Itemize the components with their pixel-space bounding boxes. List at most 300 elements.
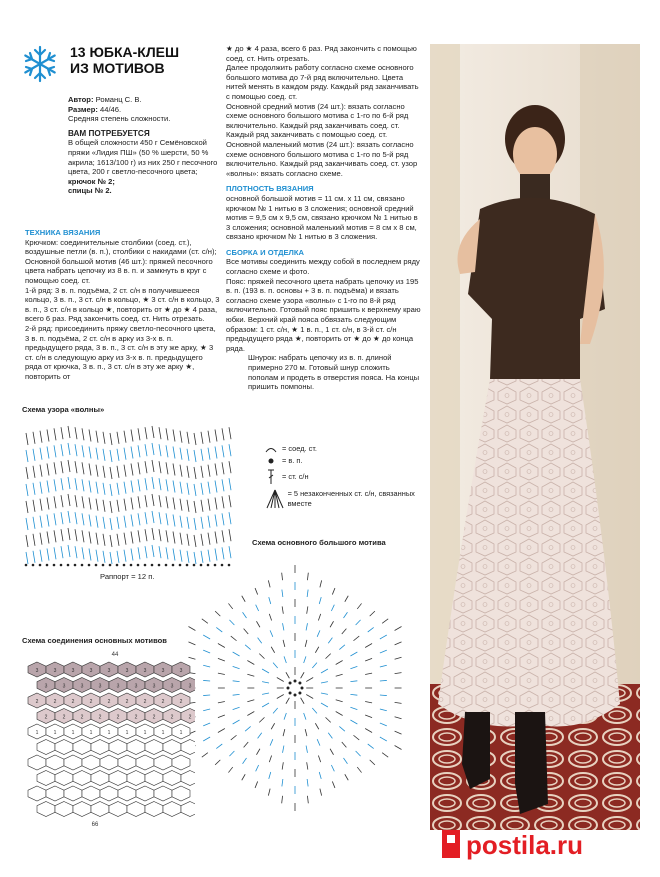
wave-stitch	[40, 550, 42, 562]
legend-dc-cluster: = 5 незаконченных ст. с/н, связанных вместе	[264, 488, 424, 510]
wave-stitch	[180, 516, 182, 528]
wave-stitch	[33, 551, 35, 563]
motif-stitch	[307, 573, 308, 581]
motif-stitch	[345, 774, 348, 780]
wave-stitch	[166, 547, 168, 559]
motif-stitch	[259, 717, 264, 722]
wave-stitch	[145, 495, 147, 507]
join-hexagon	[73, 802, 91, 817]
motif-stitch	[321, 693, 328, 694]
chain-stitch	[46, 564, 49, 567]
wave-stitch	[82, 462, 84, 474]
wave-stitch	[173, 464, 175, 476]
motif-stitch	[282, 573, 283, 581]
motif-stitch	[242, 774, 245, 780]
wave-stitch	[33, 500, 35, 512]
motif-stitch	[395, 657, 402, 659]
wave-stitch	[201, 449, 203, 461]
wave-stitch	[215, 430, 217, 442]
motif-stitch	[283, 729, 285, 736]
join-hexagon	[82, 786, 100, 801]
hexagon-number: 2	[188, 714, 192, 721]
assembly-text: Все мотивы соединить между собой в последнем ряду согласно схеме и фото.	[226, 257, 420, 277]
motif-stitch	[203, 723, 210, 726]
motif-stitch	[380, 650, 387, 653]
motif-stitch	[365, 729, 372, 733]
motif-stitch	[380, 680, 387, 681]
motif-stitch	[306, 623, 307, 630]
model-face	[513, 127, 557, 181]
motif-stitch	[339, 645, 345, 650]
center-chain	[298, 691, 301, 694]
wave-stitch	[40, 533, 42, 545]
technique-motif: Основной большой мотив (46 шт.): пряжей песочного цвета набрать цепочку из 8 в. п. и замкнуть в круг с помощью соед. ст.	[25, 256, 213, 285]
wave-stitch	[82, 547, 84, 559]
motif-stitch	[273, 708, 278, 713]
size-label: Размер:	[68, 104, 98, 114]
wave-stitch	[159, 546, 161, 558]
wave-stitch	[152, 426, 154, 438]
wave-stitch	[26, 484, 28, 496]
wave-stitch	[208, 465, 210, 477]
chain-stitch	[74, 564, 77, 567]
wave-stitch	[68, 426, 70, 438]
author-name: Романц С. В.	[95, 95, 142, 104]
wave-stitch	[103, 466, 105, 478]
title-line-2: ИЗ МОТИВОВ	[70, 60, 165, 76]
wave-stitch	[40, 516, 42, 528]
wave-stitch	[40, 448, 42, 460]
motif-stitch	[315, 723, 318, 729]
wave-stitch	[173, 447, 175, 459]
center-chain	[301, 687, 304, 690]
motif-stitch	[233, 694, 240, 695]
motif-stitch	[306, 695, 313, 699]
join-hexagon	[118, 755, 136, 770]
wave-stitch	[33, 449, 35, 461]
wave-stitch	[54, 479, 56, 491]
wave-stitch	[215, 515, 217, 527]
motif-stitch	[255, 781, 258, 788]
join-hexagon	[145, 771, 163, 786]
motif-stitch	[305, 640, 307, 647]
col2-p2: Далее продолжить работу согласно схеме основного большого мотива до 7-й ряд включительно. Цвета нитей менять в каждом ряду. Каждый ряд заканчивать с помощью соед. ст.	[226, 63, 419, 101]
motif-stitch	[247, 661, 254, 665]
needle-size: спицы № 2.	[68, 186, 112, 196]
wave-stitch	[187, 466, 189, 478]
join-hexagon	[163, 771, 181, 786]
wave-stitch	[229, 427, 231, 439]
motif-stitch	[271, 647, 274, 653]
join-hexagon	[109, 740, 127, 755]
wave-stitch	[208, 499, 210, 511]
motif-stitch	[343, 758, 347, 764]
col2-p4: Основной маленький мотив (24 шт.): вязать согласно схеме основного большого мотива с 1-го по 5-й ряд включительно. Каждый ряд заканчивать соед. ст. узор «волны»: вязать согласно схеме.	[226, 139, 418, 178]
motif-stitch	[380, 665, 387, 667]
motif-stitch	[307, 606, 308, 613]
hexagon-number: 3	[53, 667, 57, 674]
motif-stitch	[317, 630, 320, 636]
motif-stitch	[350, 666, 357, 668]
motif-stitch	[283, 746, 284, 753]
wave-stitch	[117, 483, 119, 495]
motif-stitch	[247, 712, 254, 716]
motif-stitch	[336, 700, 343, 702]
hexagon-number: 1	[35, 729, 39, 736]
hexagon-number: 2	[152, 714, 156, 721]
wave-stitch	[75, 478, 77, 490]
hexagon-number: 2	[35, 698, 39, 705]
wave-stitch	[103, 432, 105, 444]
wave-stitch	[54, 513, 56, 525]
wave-stitch	[180, 448, 182, 460]
wave-stitch	[201, 534, 203, 546]
right-boot	[515, 712, 548, 814]
motif-stitch	[336, 712, 343, 716]
motif-stitch	[395, 627, 402, 631]
motif-stitch	[326, 654, 331, 659]
wave-stitch	[222, 513, 224, 525]
wave-stitch	[222, 445, 224, 457]
hexagon-number: 3	[62, 683, 66, 690]
wave-stitch	[68, 477, 70, 489]
wave-stitch	[152, 460, 154, 472]
motif-stitch	[353, 735, 359, 740]
motif-stitch	[368, 744, 374, 749]
motif-stitch	[395, 717, 402, 719]
hexagon-number: 1	[71, 729, 75, 736]
motif-stitch	[319, 597, 321, 604]
motif-stitch	[262, 703, 269, 707]
hexagon-number: 2	[125, 698, 129, 705]
motif-stitch	[256, 621, 259, 627]
hexagon-number: 3	[44, 683, 48, 690]
wave-stitch	[208, 448, 210, 460]
motif-stitch	[258, 733, 262, 739]
motif-stitch	[328, 638, 332, 644]
motif-stitch	[244, 629, 249, 634]
hexagon-number: 3	[161, 667, 165, 674]
wave-stitch	[117, 466, 119, 478]
wave-stitch	[75, 495, 77, 507]
motif-stitch	[233, 707, 240, 709]
motif-stitch	[321, 669, 328, 673]
motif-stitch	[203, 695, 210, 696]
wave-stitch	[61, 529, 63, 541]
wave-stitch	[173, 430, 175, 442]
wave-stitch	[47, 481, 49, 493]
motif-stitch	[218, 673, 225, 674]
motif-stitch	[380, 737, 387, 741]
motif-stitch	[286, 698, 289, 704]
motif-stitch	[315, 647, 318, 653]
motif-stitch	[229, 620, 234, 625]
join-hexagon	[37, 771, 55, 786]
motif-stitch	[188, 627, 195, 631]
motif-stitch	[273, 663, 278, 668]
wave-stitch	[166, 496, 168, 508]
wave-stitch	[159, 478, 161, 490]
join-hexagon	[154, 786, 172, 801]
hexagon-number: 3	[89, 667, 93, 674]
wave-stitch	[145, 546, 147, 558]
wave-stitch	[159, 461, 161, 473]
cord-text: Шнурок: набрать цепочку из в. п. длиной примерно 270 м. Готовый шнур сложить пополам и продеть в отверстия пояса. На концы пришить помпоны.	[248, 353, 420, 392]
wave-stitch	[110, 535, 112, 547]
motif-stitch	[233, 720, 240, 724]
hexagon-number: 2	[53, 698, 57, 705]
wave-stitch	[33, 466, 35, 478]
motif-stitch	[357, 603, 361, 609]
hexagon-number: 1	[143, 729, 147, 736]
wave-stitch	[82, 428, 84, 440]
hexagon-number: 2	[161, 698, 165, 705]
motif-stitch	[312, 708, 317, 713]
model-photo	[430, 44, 640, 830]
wave-stitch	[201, 483, 203, 495]
wave-stitch	[33, 534, 35, 546]
motif-stitch	[331, 765, 334, 771]
wave-stitch	[138, 530, 140, 542]
motif-stitch	[282, 590, 283, 597]
wave-stitch	[89, 430, 91, 442]
wave-stitch	[187, 483, 189, 495]
wave-stitch	[131, 532, 133, 544]
wave-stitch	[152, 528, 154, 540]
center-chain	[294, 694, 297, 697]
motif-stitch	[317, 739, 320, 745]
motif-stitch	[353, 636, 359, 641]
wave-stitch	[222, 462, 224, 474]
chain-stitch	[67, 564, 70, 567]
motif-stitch	[312, 663, 317, 668]
snowflake-icon	[20, 44, 60, 84]
wave-stitch	[138, 479, 140, 491]
technique-row2: 2-й ряд: присоединить пряжу светло-песочного цвета, 3 в. п. подъёма, 2 ст. с/н в арку из 3-х в. п. предыдущего ряда, 3 в. п., 3 ст. с/н в эту же арку, ★ 3 ст. с/н в следующую арку из 3-х в. п. предыдущего ряда от крючка, 3 в. п., 3 ст. с/н в эту же арку ★, повторить от	[25, 323, 216, 381]
wave-stitch	[152, 477, 154, 489]
legend-chain: = в. п.	[264, 456, 424, 465]
wave-stitch	[96, 533, 98, 545]
join-hexagon	[136, 786, 154, 801]
wave-stitch	[40, 499, 42, 511]
join-hexagon	[73, 740, 91, 755]
wave-stitch	[180, 482, 182, 494]
motif-stitch	[268, 789, 270, 796]
dc-cluster-icon	[264, 488, 284, 510]
motif-stitch	[202, 619, 208, 624]
wave-stitch	[208, 431, 210, 443]
motif-stitch	[284, 656, 286, 663]
wave-stitch	[173, 498, 175, 510]
hook-size: крючок № 2;	[68, 176, 115, 186]
wave-stitch	[222, 428, 224, 440]
size-value: 44/46.	[100, 104, 122, 114]
motif-scheme-title: Схема основного большого мотива	[252, 538, 386, 547]
wave-stitch	[166, 479, 168, 491]
motif-stitch	[218, 715, 225, 718]
legend-double-crochet: = ст. с/н	[264, 469, 424, 485]
wave-stitch	[124, 516, 126, 528]
motif-stitch	[370, 611, 375, 616]
motif-stitch	[350, 707, 357, 709]
wave-stitch	[229, 495, 231, 507]
wave-stitch	[68, 460, 70, 472]
join-hexagon	[28, 786, 46, 801]
wave-stitch	[26, 552, 28, 564]
wave-stitch	[54, 547, 56, 559]
hexagon-number: 3	[80, 683, 84, 690]
motif-stitch	[277, 678, 284, 682]
motif-stitch	[203, 709, 210, 711]
wave-stitch	[47, 532, 49, 544]
motif-stitch	[215, 611, 220, 616]
motif-stitch	[365, 658, 372, 661]
wave-stitch	[173, 515, 175, 527]
motif-stitch	[270, 739, 273, 745]
wave-stitch	[61, 546, 63, 558]
wave-stitch	[68, 511, 70, 523]
hexagon-number: 3	[71, 667, 75, 674]
hexagon-number: 2	[116, 714, 120, 721]
wave-stitch	[131, 515, 133, 527]
motif-stitch	[216, 627, 222, 632]
wave-stitch	[117, 432, 119, 444]
wave-stitch	[96, 516, 98, 528]
motif-stitch	[336, 674, 343, 676]
motif-stitch	[215, 760, 220, 765]
motif-stitch	[256, 605, 259, 611]
motif-stitch	[365, 644, 372, 648]
motif-stitch	[370, 760, 375, 765]
wave-stitch	[138, 462, 140, 474]
wave-stitch	[89, 498, 91, 510]
wave-stitch	[194, 535, 196, 547]
motif-stitch	[247, 700, 254, 702]
article-title	[70, 44, 220, 76]
wave-stitch	[117, 534, 119, 546]
motif-stitch	[350, 720, 357, 724]
motif-stitch	[332, 588, 335, 595]
wave-stitch	[96, 448, 98, 460]
chain-stitch	[151, 564, 154, 567]
hexagon-number: 3	[188, 683, 192, 690]
dim-top: 44	[111, 652, 119, 658]
join-scheme-diagram	[20, 648, 195, 828]
wave-stitch	[54, 496, 56, 508]
col2-p1: ★ до ★ 4 раза, всего 6 раз. Ряд закончить с помощью соед. ст. Нить отрезать.	[226, 44, 417, 63]
wave-stitch	[40, 465, 42, 477]
wave-stitch	[82, 513, 84, 525]
motif-stitch	[284, 713, 286, 720]
motif-stitch	[330, 749, 333, 755]
hexagon-number: 2	[89, 698, 93, 705]
chain-stitch	[32, 564, 35, 567]
join-hexagon	[37, 740, 55, 755]
chain-stitch	[116, 564, 119, 567]
wave-stitch	[26, 518, 28, 530]
density-heading: ПЛОТНОСТЬ ВЯЗАНИЯ	[226, 184, 314, 194]
wave-stitch	[187, 517, 189, 529]
motif-stitch	[203, 635, 210, 639]
motif-stitch	[283, 640, 285, 647]
motif-stitch	[307, 796, 308, 804]
motif-stitch	[255, 588, 258, 595]
wave-stitch	[61, 512, 63, 524]
motif-stitch	[382, 619, 388, 624]
motif-stitch	[301, 672, 304, 678]
wave-stitch	[215, 498, 217, 510]
join-hexagon	[145, 740, 163, 755]
chain-stitch	[144, 564, 147, 567]
wave-stitch	[117, 500, 119, 512]
motif-stitch	[245, 645, 251, 650]
wave-stitch	[201, 432, 203, 444]
motif-stitch	[356, 751, 361, 756]
wave-stitch	[187, 449, 189, 461]
wave-stitch	[89, 515, 91, 527]
wave-stitch	[131, 430, 133, 442]
wave-stitch	[61, 444, 63, 456]
author-label: Автор:	[68, 95, 94, 104]
wave-stitch	[89, 481, 91, 493]
wave-stitch	[194, 501, 196, 513]
wave-stitch	[194, 433, 196, 445]
wave-stitch	[96, 482, 98, 494]
motif-stitch	[318, 614, 320, 621]
motif-stitch	[269, 772, 271, 779]
wave-stitch	[215, 464, 217, 476]
motif-stitch	[380, 709, 387, 711]
motif-stitch	[301, 698, 304, 704]
wave-stitch	[194, 450, 196, 462]
wave-stitch	[222, 530, 224, 542]
join-hexagon	[28, 755, 46, 770]
hexagon-number: 3	[179, 667, 183, 674]
wave-stitch	[96, 465, 98, 477]
motif-stitch	[342, 629, 347, 634]
wave-stitch	[26, 433, 28, 445]
motif-stitch	[242, 596, 245, 602]
motif-stitch	[228, 603, 232, 609]
chain-stitch	[109, 564, 112, 567]
motif-stitch	[318, 756, 320, 763]
wave-stitch	[131, 464, 133, 476]
motif-stitch	[216, 744, 222, 749]
wave-stitch	[82, 496, 84, 508]
motif-stitch	[218, 644, 225, 648]
wave-stitch	[180, 431, 182, 443]
wave-stitch	[54, 428, 56, 440]
join-hexagon	[163, 802, 181, 817]
wave-stitch	[194, 518, 196, 530]
join-hexagon	[172, 755, 190, 770]
chain-stitch	[95, 564, 98, 567]
hexagon-number: 3	[143, 667, 147, 674]
wave-stitch	[117, 449, 119, 461]
hexagon-number: 2	[62, 714, 66, 721]
wave-stitch	[201, 517, 203, 529]
materials-text: В общей сложности 450 г Семёновской пряжи «Лидия ПШ» (50 % шерсти, 50 % акрила; 1613/100 г) из них 250 г песочного цвета, 200 г светло-песочного цвета;	[68, 138, 218, 177]
motif-stitch	[282, 606, 283, 613]
motif-stitch	[286, 672, 289, 678]
wave-stitch	[152, 443, 154, 455]
join-hexagon	[55, 802, 73, 817]
motif-stitch	[307, 779, 308, 786]
wave-stitch	[103, 449, 105, 461]
join-hexagon	[100, 755, 118, 770]
wave-stitch	[229, 529, 231, 541]
join-hexagon	[37, 802, 55, 817]
